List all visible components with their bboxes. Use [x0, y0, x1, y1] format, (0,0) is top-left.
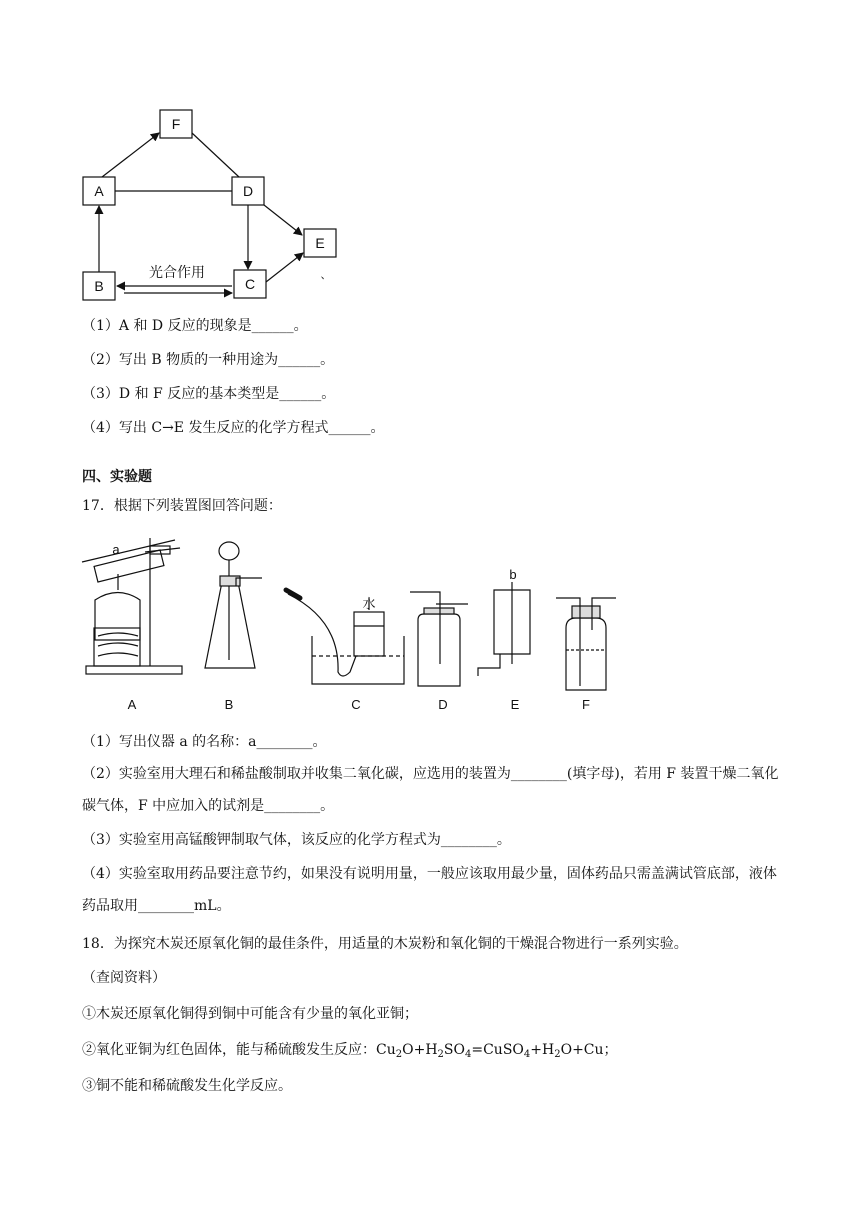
diagram-tick-mark: 、	[320, 269, 332, 281]
apparatus-a	[82, 538, 182, 674]
instrument-label-b: b	[509, 567, 517, 582]
q18-reference-3: ③铜不能和稀硫酸发生化学反应。	[82, 1078, 292, 1094]
apparatus-b	[205, 542, 262, 668]
water-label: 水	[362, 596, 376, 611]
q18-reference-1: ①木炭还原氧化铜得到铜中可能含有少量的氧化亚铜；	[82, 1006, 418, 1022]
line-f-d	[192, 133, 239, 177]
lab-apparatus-figure	[80, 535, 630, 720]
node-e-label: E	[315, 235, 325, 251]
q16-part-3: （3）D 和 F 反应的基本类型是______。	[82, 386, 336, 402]
apparatus-label-c: C	[351, 697, 361, 712]
relationship-diagram	[70, 100, 370, 310]
q16-part-2: （2）写出 B 物质的一种用途为______。	[82, 352, 335, 368]
section-heading-experiments: 四、实验题	[82, 469, 152, 485]
q18-stem: 18．为探究木炭还原氧化铜的最佳条件，用适量的木炭粉和氧化铜的干燥混合物进行一系列实验。	[82, 936, 688, 952]
apparatus-label-a: A	[127, 697, 137, 712]
node-c-label: C	[244, 276, 256, 292]
apparatus-label-d: D	[438, 697, 448, 712]
node-a-label: A	[94, 183, 104, 199]
node-b-label: B	[94, 278, 104, 294]
q16-part-1: （1）A 和 D 反应的现象是______。	[82, 318, 308, 334]
arrow-d-to-e	[264, 205, 302, 235]
node-d-label: D	[242, 183, 254, 199]
q18-reference-title: （查阅资料）	[82, 970, 166, 986]
arrow-a-to-f	[102, 133, 159, 177]
instrument-label-a: a	[112, 542, 120, 557]
reference-2-text: ②氧化亚铜为红色固体，能与稀硫酸发生反应：	[82, 1042, 376, 1058]
arrow-c-to-e	[266, 253, 303, 282]
apparatus-label-f: F	[582, 697, 590, 712]
apparatus-d	[410, 592, 468, 686]
apparatus-f	[556, 598, 616, 690]
q18-reference-2	[82, 1040, 618, 1060]
node-f-label: F	[171, 116, 181, 132]
apparatus-label-e: E	[510, 697, 520, 712]
apparatus-c	[286, 590, 404, 684]
q17-stem: 17．根据下列装置图回答问题：	[82, 498, 282, 514]
equation-cu2o-h2so4: $Cu_2O+H_2SO_4=CuSO_4+H_2O+Cu$；	[376, 1042, 618, 1060]
q17-part-2: （2）实验室用大理石和稀盐酸制取并收集二氧化碳，应选用的装置为________(填字母)，若用 F 装置干燥二氧化碳气体，F 中应加入的试剂是________。	[82, 766, 779, 814]
apparatus-e	[478, 582, 530, 676]
apparatus-label-b: B	[224, 697, 234, 712]
q16-part-4: （4）写出 C→E 发生反应的化学方程式______。	[82, 420, 385, 436]
q17-part-3: （3）实验室用高锰酸钾制取气体，该反应的化学方程式为________。	[82, 832, 511, 848]
edge-label-photosynthesis: 光合作用	[149, 264, 205, 280]
q17-part-1: （1）写出仪器 a 的名称：a________。	[82, 734, 327, 750]
q17-part-4: （4）实验室取用药品要注意节约，如果没有说明用量，一般应该取用最少量，固体药品只需盖满试管底部，液体药品取用________mL。	[82, 866, 777, 914]
